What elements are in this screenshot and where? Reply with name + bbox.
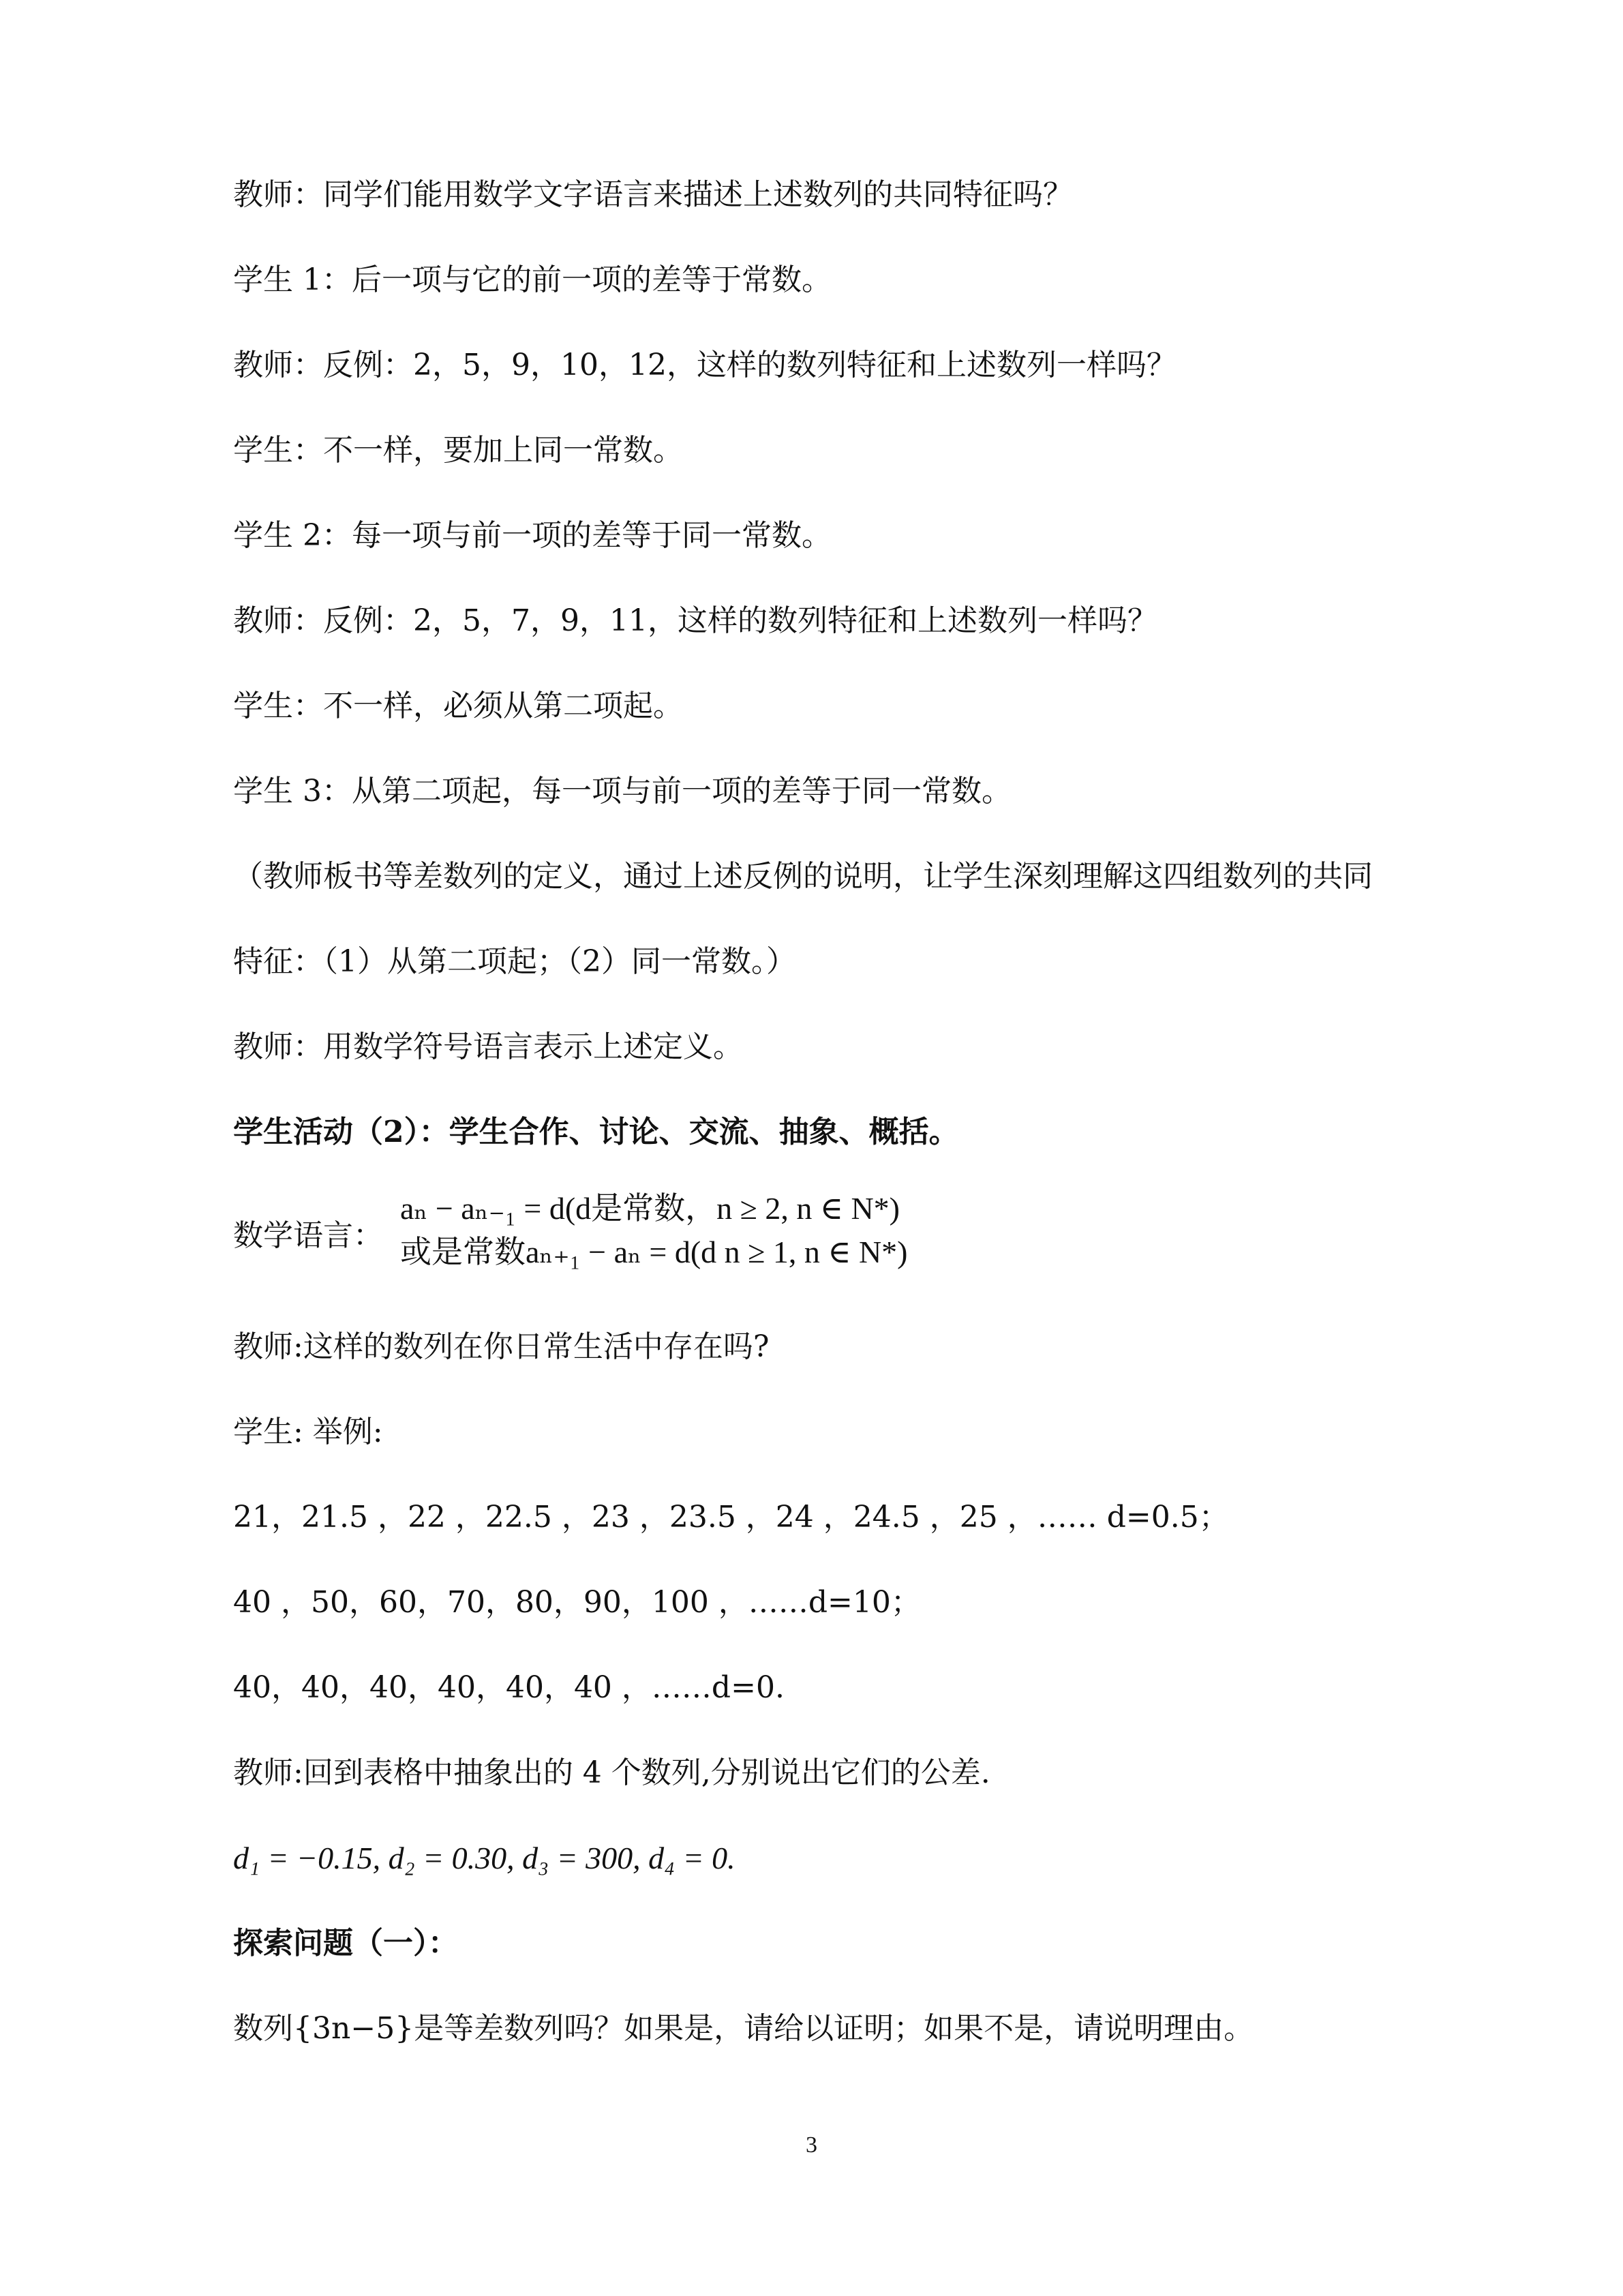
text-line: 教师：用数学符号语言表示上述定义。: [233, 1029, 743, 1064]
text-line: （教师板书等差数列的定义，通过上述反例的说明，让学生深刻理解这四组数列的共同: [233, 859, 1373, 894]
text-line: 40 ，50，60，70，80，90，100 ，……d=10；: [233, 1585, 921, 1620]
math-formula-line: d₁ = −0.15, d₂ = 0.30, d₃ = 300, d₄ = 0.: [233, 1841, 735, 1875]
text-line: 学生 3：从第二项起，每一项与前一项的差等于同一常数。: [233, 774, 1012, 809]
text-line: 学生: 举例:: [233, 1415, 383, 1449]
text-line: 数列{3n−5}是等差数列吗？如果是，请给以证明；如果不是，请说明理由。: [233, 2011, 1254, 2046]
math-formula-line: 或是常数aₙ₊₁ − aₙ = d(d n ≥ 1, n ∈ N*): [400, 1235, 908, 1269]
math-formula-line: aₙ − aₙ₋₁ = d(d是常数，n ≥ 2, n ∈ N*): [400, 1191, 900, 1226]
page-number: 3: [806, 2132, 817, 2158]
text-line: 学生 1：后一项与它的前一项的差等于常数。: [233, 262, 832, 297]
section-heading: 学生活动（2）：学生合作、讨论、交流、抽象、概括。: [233, 1115, 959, 1149]
text-line: 教师：反例：2，5，7，9，11，这样的数列特征和上述数列一样吗？: [233, 603, 1157, 638]
text-line: 教师：同学们能用数学文字语言来描述上述数列的共同特征吗？: [233, 177, 1073, 212]
text-line: 21，21.5 ，22 ，22.5 ，23 ，23.5 ，24 ，24.5 ，25 ，…… d=0.5；: [233, 1500, 1229, 1535]
text-line: 学生 2：每一项与前一项的差等于同一常数。: [233, 518, 832, 553]
math-formula-block: [233, 1190, 1051, 1292]
text-line: 特征：（1）从第二项起；（2）同一常数。）: [233, 944, 796, 979]
text-line: 学生：不一样，要加上同一常数。: [233, 433, 683, 468]
text-line: 教师:这样的数列在你日常生活中存在吗?: [233, 1329, 770, 1364]
text-line: 学生：不一样，必须从第二项起。: [233, 689, 683, 723]
text-line: 40，40，40，40，40，40 ，……d=0.: [233, 1670, 785, 1705]
section-heading: 探索问题（一）：: [233, 1926, 458, 1961]
math-label: 数学语言：: [233, 1218, 383, 1253]
text-line: 教师:回到表格中抽象出的 4 个数列,分别说出它们的公差.: [233, 1755, 990, 1790]
text-line: 教师：反例：2，5，9，10，12，这样的数列特征和上述数列一样吗？: [233, 348, 1177, 382]
